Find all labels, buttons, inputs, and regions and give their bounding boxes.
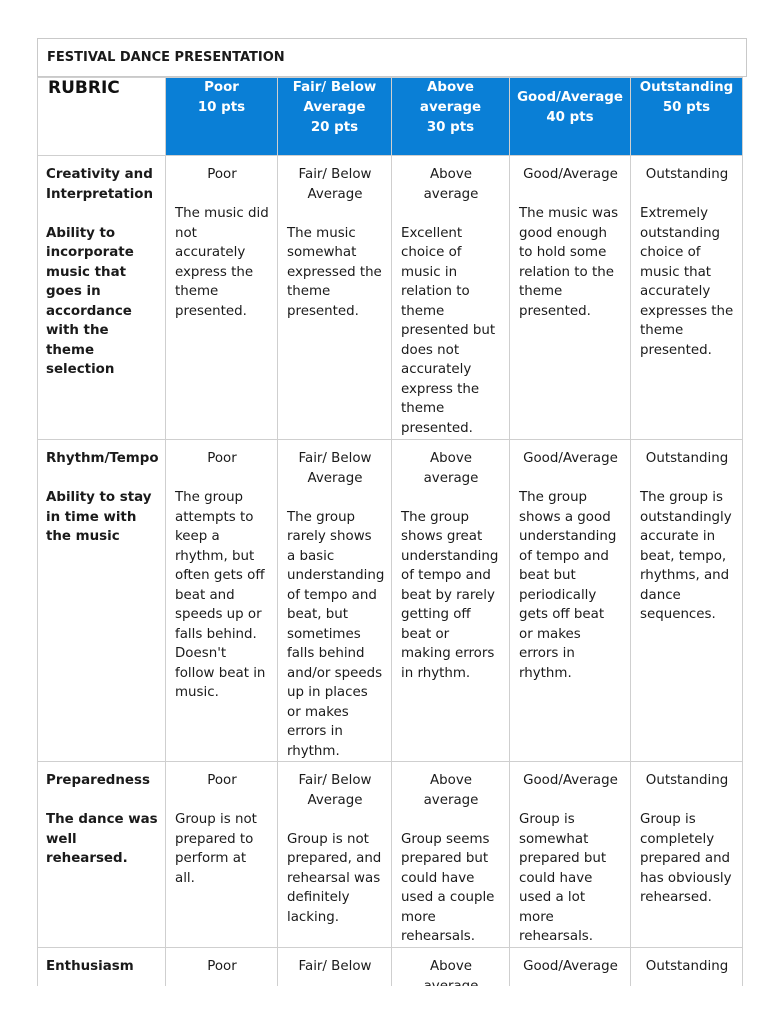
level-points: 40 pts [546, 110, 594, 125]
level-name: Outstanding [639, 80, 734, 95]
cell-description: The group rarely shows a basic understanding of tempo and beat, but sometimes falls behind and/or speeds up in places or makes errors in rhythm. [287, 509, 385, 759]
cell-description: Group is not prepared to perform at all. [175, 812, 257, 886]
cell-level: Outstanding [645, 773, 729, 788]
cell-description: The music was good enough to hold some relation to the theme presented. [519, 206, 619, 319]
rubric-cell [510, 156, 631, 440]
cell-description: Extremely outstanding choice of music that accurately expresses the theme presented. [640, 206, 734, 358]
criterion-cell [38, 440, 166, 762]
rubric-cell [392, 156, 510, 440]
cell-description: The music did not accurately express the theme presented. [175, 206, 269, 319]
level-points: 20 pts [310, 120, 359, 135]
cell-level: Good/Average [523, 451, 618, 466]
cell-level: Fair/ Below Average [298, 167, 372, 202]
rubric-cell [392, 440, 510, 762]
level-name: average [419, 100, 482, 115]
cell-level: Poor [207, 167, 237, 182]
criterion-name: Rhythm/Tempo [46, 451, 159, 466]
cell-description: Excellent choice of music in relation to theme presented but does not accurately express the theme presented. [401, 225, 496, 436]
criterion-cell [38, 156, 166, 440]
table-row [38, 440, 743, 762]
rubric-cell [278, 440, 392, 762]
criterion-name: Creativity and Interpretation [46, 167, 154, 202]
table-row [38, 762, 743, 948]
cell-level: Above [429, 959, 473, 974]
cell-level: Fair/ Below Average [298, 773, 372, 808]
cell-description: Group is completely prepared and has obviously rehearsed. [640, 812, 732, 905]
level-header-poor [166, 78, 278, 156]
level-points: 10 pts [197, 100, 246, 115]
criterion-cell [38, 762, 166, 948]
cell-description: The group shows a good understanding of tempo and beat but periodically gets off beat or makes errors in rhythm. [519, 490, 617, 681]
cell-description: The group is outstandingly accurate in beat, tempo, rhythms, and dance sequences. [640, 490, 732, 622]
cell-level: Good/Average [523, 959, 618, 974]
cell-description: Group is not prepared, and rehearsal was definitely lacking. [287, 831, 382, 925]
level-header-outstanding [631, 78, 743, 156]
level-header-fair [278, 78, 392, 156]
criterion-name: Preparedness [46, 773, 150, 788]
level-points: 30 pts [426, 120, 475, 135]
cell-level: Outstanding [645, 167, 729, 182]
cell-level: Above average [423, 167, 479, 202]
cell-level: Poor [207, 451, 237, 466]
rubric-cell [510, 440, 631, 762]
cell-description: Group seems prepared but could have used a couple more rehearsals. [401, 831, 495, 944]
level-name: Average [303, 100, 366, 115]
rubric-cell [278, 762, 392, 948]
cell-description: Group is somewhat prepared but could have used a lot more rehearsals. [519, 812, 607, 944]
document-title: FESTIVAL DANCE PRESENTATION [37, 38, 747, 77]
table-row [38, 156, 743, 440]
cell-level: Poor [207, 959, 237, 974]
level-header-above-average [392, 78, 510, 156]
cell-level: Poor [207, 773, 237, 788]
rubric-cell [631, 762, 743, 948]
level-points: 50 pts [662, 100, 711, 115]
rubric-cell [631, 440, 743, 762]
criterion-description: Ability to incorporate music that goes in accordance with the theme selection [46, 225, 134, 377]
cell-level: Above average [423, 773, 479, 808]
cell-description: The group shows great understanding of tempo and beat by rarely getting off beat or making errors in rhythm. [401, 509, 499, 681]
level-name: Good/Average [517, 90, 623, 105]
criterion-description: Ability to stay in time with the music [46, 490, 152, 544]
rubric-cell [166, 762, 278, 948]
cell-description: The group attempts to keep a rhythm, but often gets off beat and speeds up or falls behind. Doesn't follow beat in music. [175, 490, 266, 700]
cell-level: Outstanding [645, 451, 729, 466]
rubric-cell [166, 440, 278, 762]
level-name: Poor [204, 80, 239, 95]
rubric-label: RUBRIC [38, 78, 166, 156]
cell-level: Good/Average [523, 773, 618, 788]
rubric-cell [278, 156, 392, 440]
cell-description: The music somewhat expressed the theme presented. [287, 225, 382, 319]
level-header-good [510, 78, 631, 156]
cell-level: Fair/ Below [298, 959, 372, 974]
criterion-description: The dance was well rehearsed. [46, 812, 158, 866]
rubric-table [37, 77, 743, 997]
cell-level: Outstanding [645, 959, 729, 974]
rubric-cell [392, 762, 510, 948]
cell-level: Good/Average [523, 167, 618, 182]
level-name: Fair/ Below [292, 80, 377, 95]
page-bottom-margin [0, 986, 768, 1026]
rubric-cell [166, 156, 278, 440]
header-row [38, 78, 743, 156]
cell-level: Above average [423, 451, 479, 486]
criterion-name: Enthusiasm [46, 959, 134, 974]
rubric-cell [510, 762, 631, 948]
level-name: Above [427, 80, 474, 95]
cell-level: Fair/ Below Average [298, 451, 372, 486]
rubric-cell [631, 156, 743, 440]
